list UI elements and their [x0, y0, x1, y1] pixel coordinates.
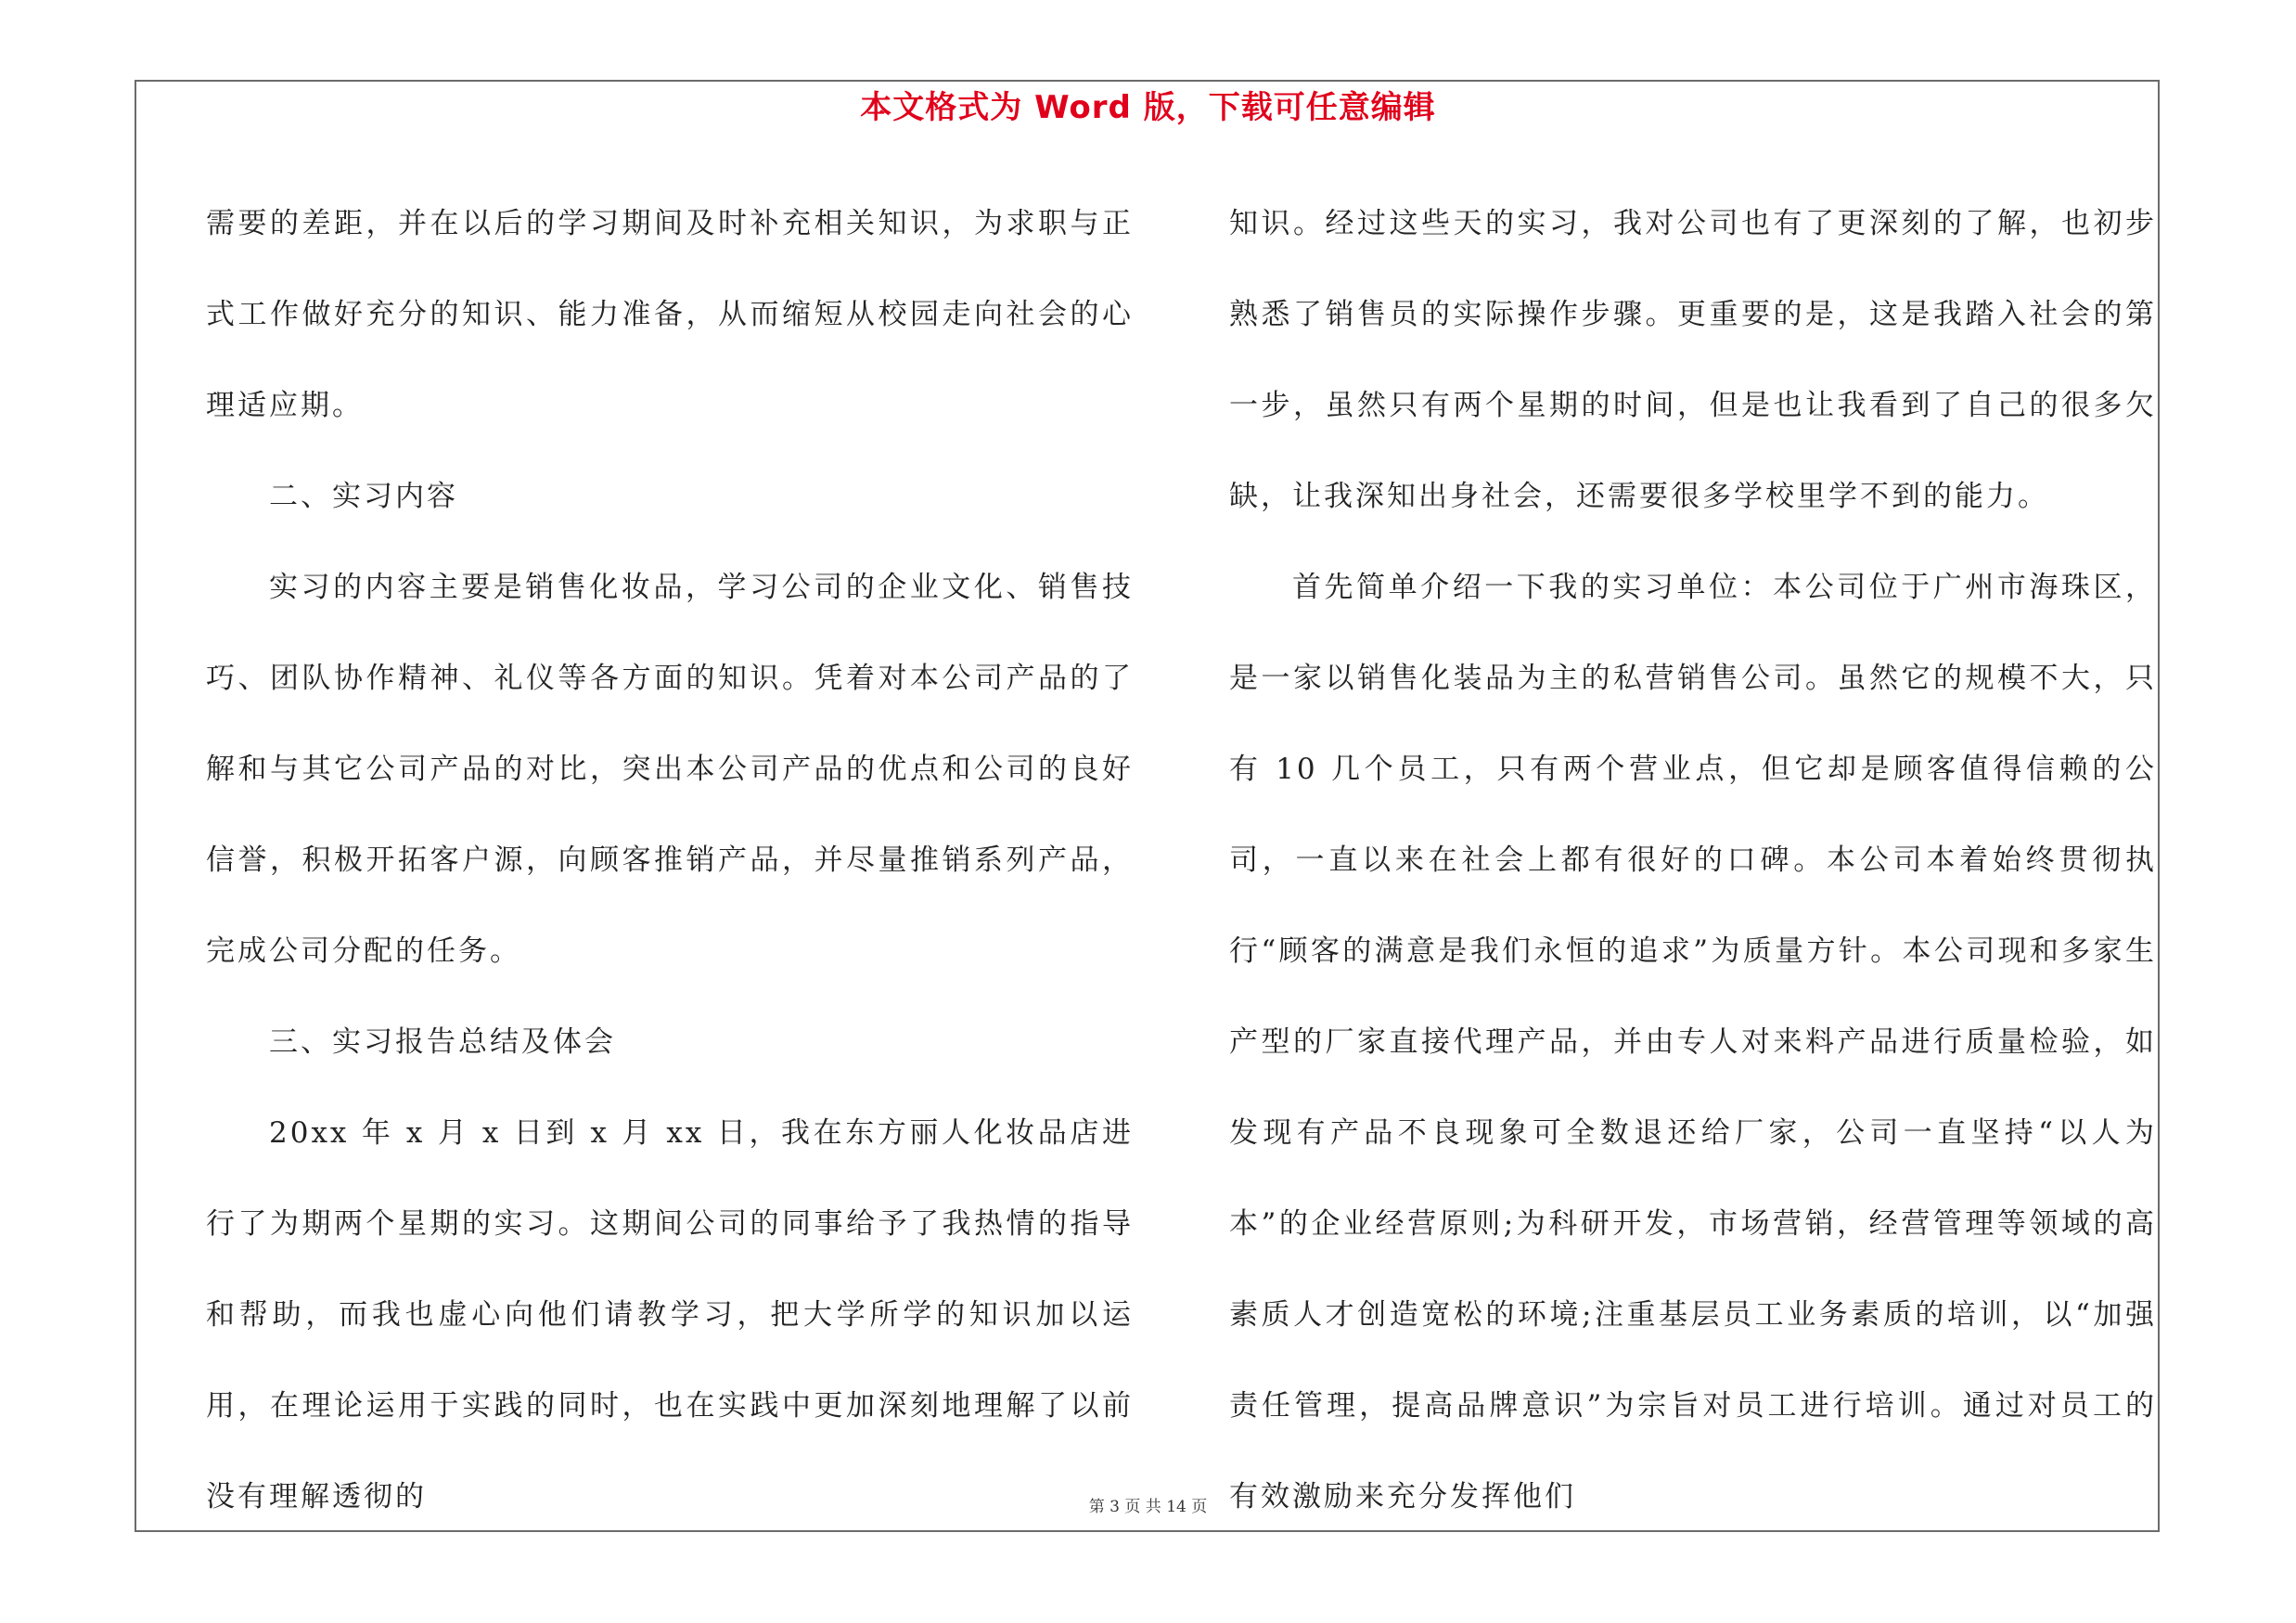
paragraph-company-intro: 首先简单介绍一下我的实习单位：本公司位于广州市海珠区，是一家以销售化装品为主的私营销售公司。虽然它的规模不大，只有 10 几个员工，只有两个营业点，但它却是顾客值得信赖的公司，一直以来在社会上都有很好的口碑。本公司本着始终贯彻执行“顾客的满意是我们永恒的追求”为质量方针。本公司现和多家生产型的厂家直接代理产品，并由专人对来料产品进行质量检验，如发现有产品不良现象可全数退还给厂家，公司一直坚持“以人为本”的企业经营原则;为科研开发，市场营销，经营管理等领域的高素质人才创造宽松的环境;注重基层员工业务素质的培训，以“加强责任管理，提高品牌意识”为宗旨对员工进行培训。通过对员工的有效激励来充分发挥他们: [1229, 571, 2157, 1514]
paragraph-internship-content: 实习的内容主要是销售化妆品，学习公司的企业文化、销售技巧、团队协作精神、礼仪等各方面的知识。凭着对本公司产品的了解和与其它公司产品的对比，突出本公司产品的优点和公司的良好信誉，积极开拓客户源，向顾客推销产品，并尽量推销系列产品，完成公司分配的任务。: [206, 571, 1134, 968]
paragraph-continuation: 需要的差距，并在以后的学习期间及时补充相关知识，为求职与正式工作做好充分的知识、能力准备，从而缩短从校园走向社会的心理适应期。: [206, 207, 1134, 422]
word-format-banner: 本文格式为 Word 版，下载可任意编辑: [860, 89, 1436, 126]
left-column: [206, 178, 1134, 1542]
right-column: [1229, 178, 2157, 1542]
page-number: 第 3 页 共 14 页: [1088, 1498, 1208, 1516]
paragraph-internship-period: 20xx 年 x 月 x 日到 x 月 xx 日，我在东方丽人化妆品店进行了为期两个星期的实习。这期间公司的同事给予了我热情的指导和帮助，而我也虚心向他们请教学习，把大学所学的知识加以运用，在理论运用于实践的同时，也在实践中更加深刻地理解了以前没有理解透彻的: [206, 1116, 1134, 1514]
section-heading-summary: 三、实习报告总结及体会: [269, 1025, 616, 1059]
paragraph-continuation-right: 知识。经过这些天的实习，我对公司也有了更深刻的了解，也初步熟悉了销售员的实际操作步骤。更重要的是，这是我踏入社会的第一步，虽然只有两个星期的时间，但是也让我看到了自己的很多欠缺，让我深知出身社会，还需要很多学校里学不到的能力。: [1229, 207, 2157, 513]
section-heading-internship-content: 二、实习内容: [269, 480, 458, 513]
